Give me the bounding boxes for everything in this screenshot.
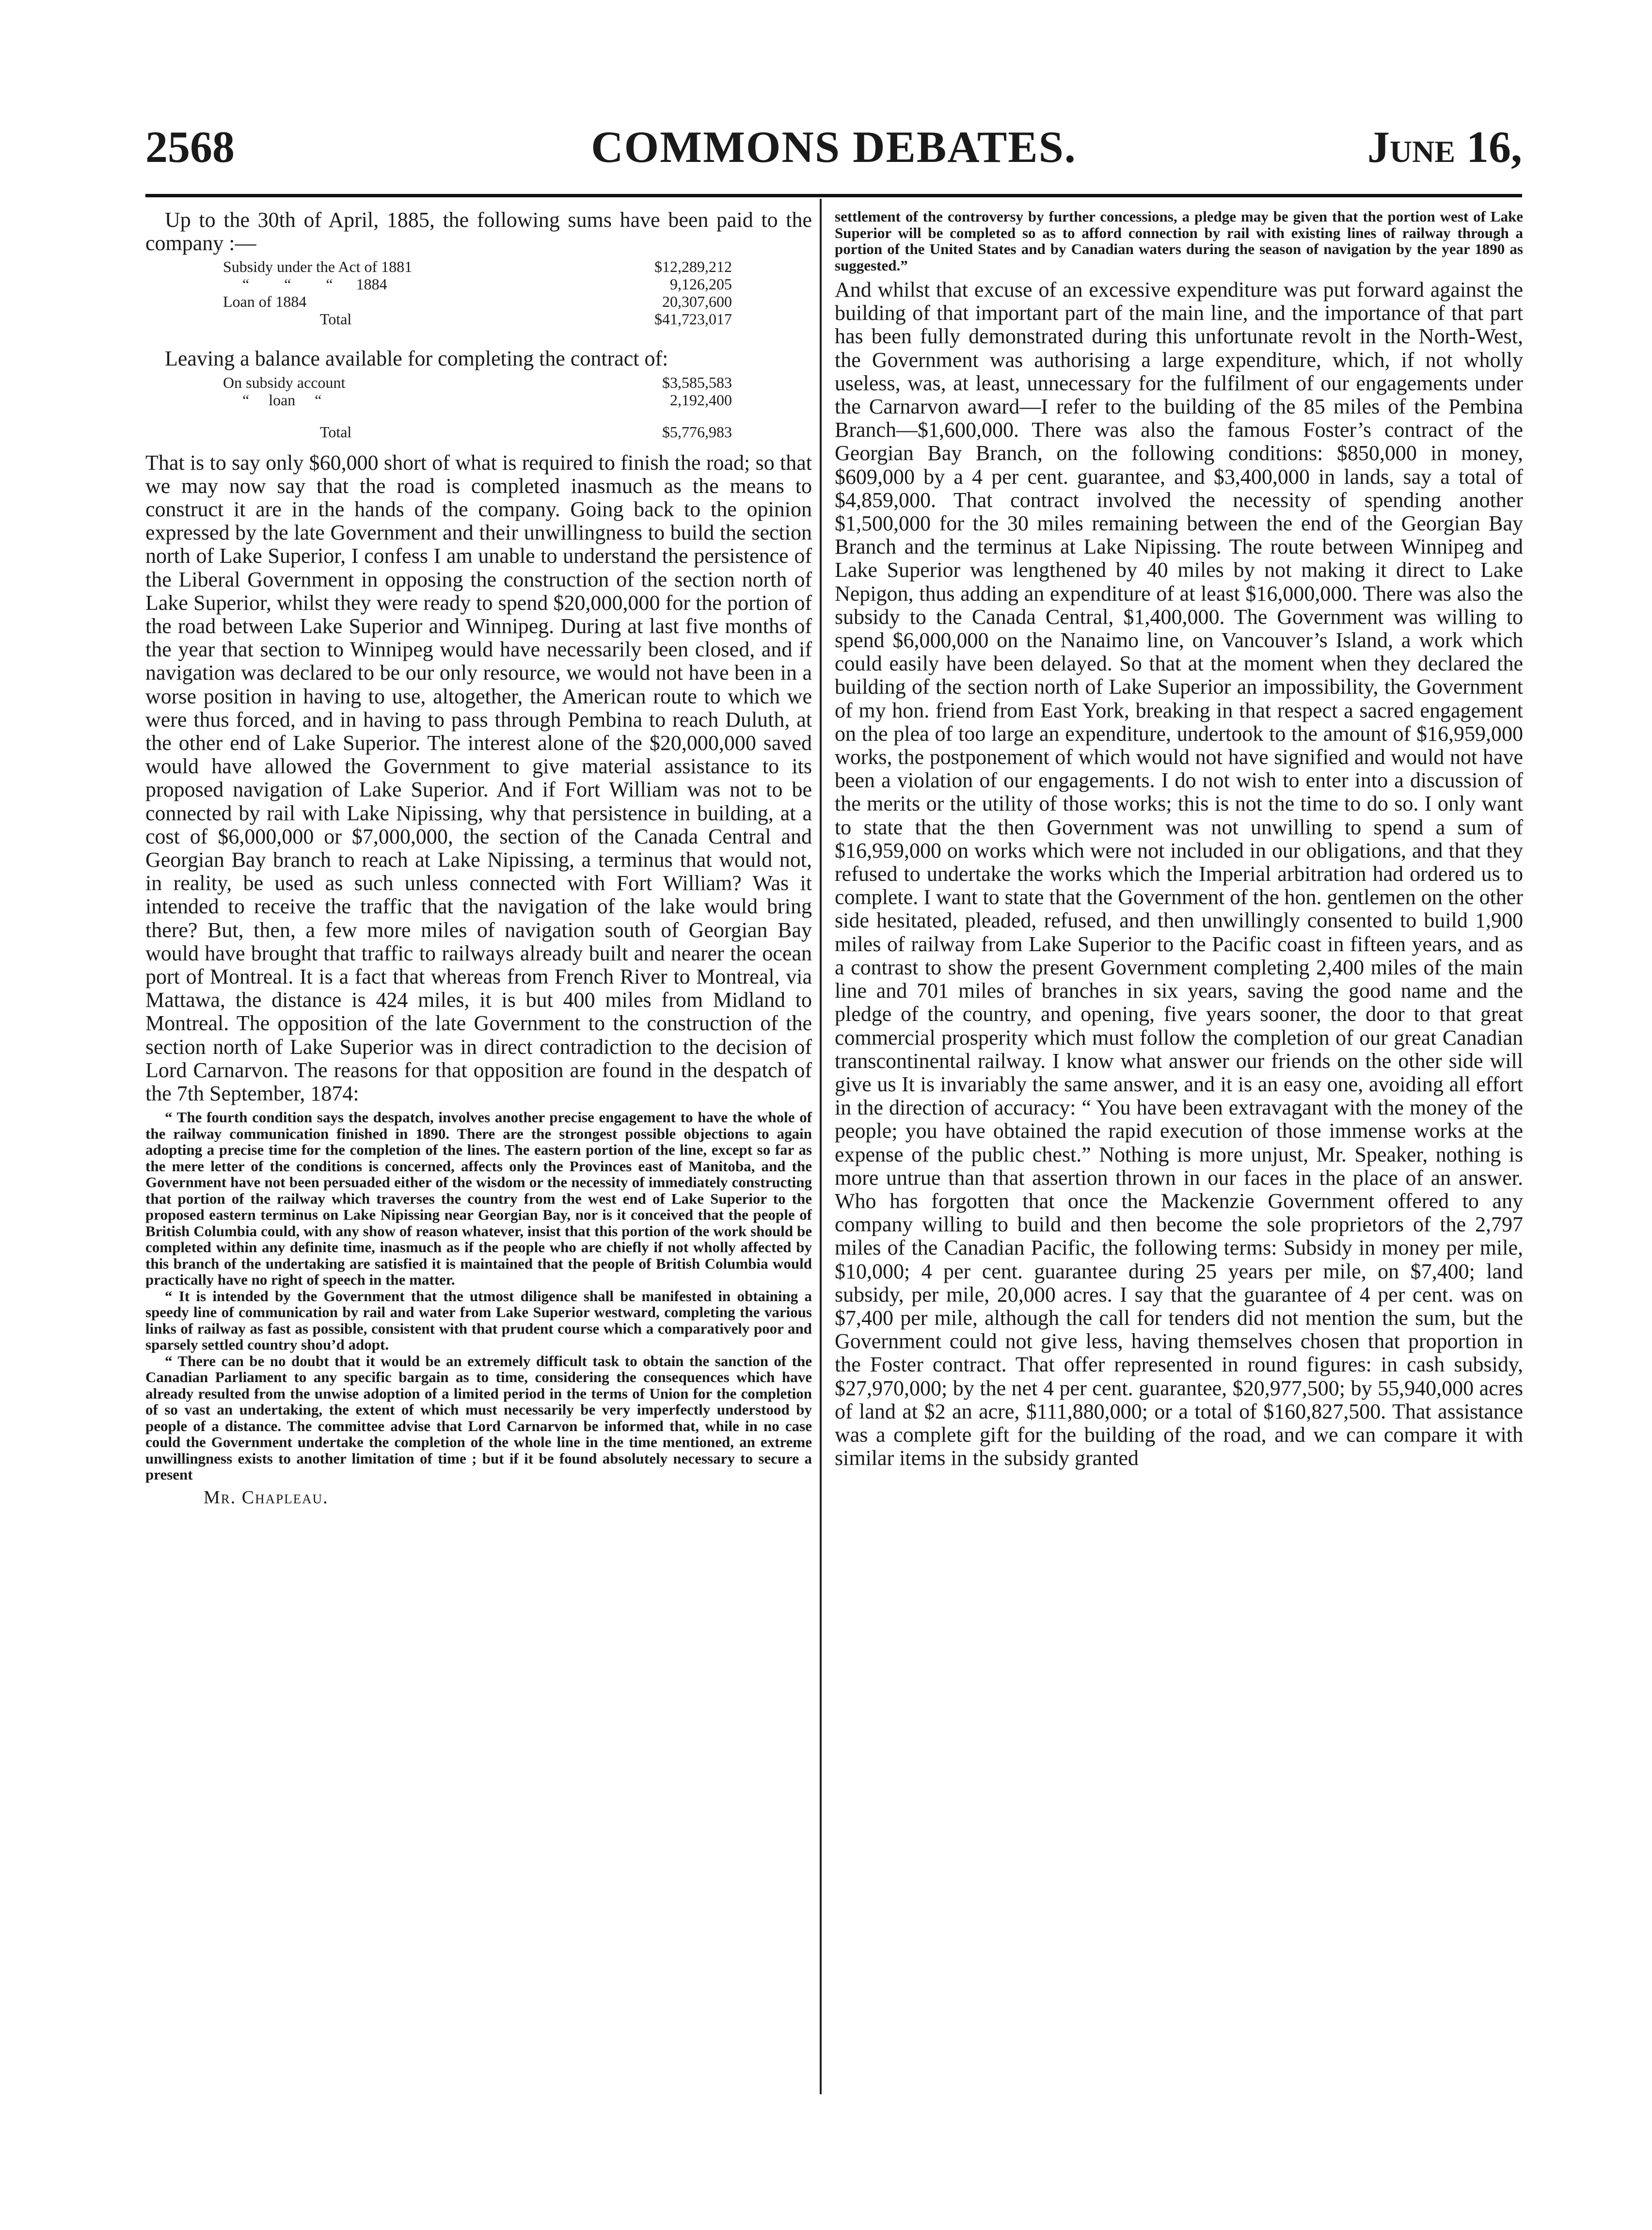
row-amount: $5,776,983 — [662, 423, 732, 441]
row-label: On subsidy account — [223, 373, 346, 391]
quote-paragraph: “ There can be no doubt that it would be an extremely difficult task to obtain the sanction of the Canadian Parliament to any specific bargain as to time, considering the consequences which have already resulted from the unwise adoption of a limited period in the terms of Union for the completion of so vast an undertaking, the extent of which must necessarily be very imperfectly understood by people of a distance. The committee advise that Lord Carnarvon be informed that, while in no case could the Government undertake the completion of the whole line in the time mentioned, an extreme unwillingness exists to another limitation of time ; but if it be found absolutely necessary to secure a present — [145, 1352, 812, 1483]
row-label: Subsidy under the Act of 1881 — [223, 258, 413, 276]
speaker-signature: Mr. Chapleau. — [204, 1487, 329, 1508]
row-label: Total — [320, 423, 352, 441]
quote-paragraph: “ It is intended by the Government that the utmost diligence shall be manifested in obtaining a speedy line of communication by rail and water from Lake Superior westward, completing the various links of railway as fast as possible, consistent with that prudent course which a comparatively poor and sparsely settled country shou’d adopt. — [145, 1287, 812, 1354]
row-amount: $41,723,017 — [654, 310, 732, 328]
header-date: June 16, — [1367, 122, 1522, 172]
speech-paragraph: And whilst that excuse of an excessive expenditure was put forward against the building of that important part of the main line, and the importance of that part has been fully demonstrated during this unfortunate revolt in the North-West, the Government was authorising a large expenditure, which, if not wholly useless, was, at least, unnecessary for the fulfilment of our engagements under the Carnarvon award—I refer to the building of the 85 miles of the Pembina Branch—$1,600,000. There was also the famous Foster’s contract of the Georgian Bay Branch, on the following conditions: $850,000 in money, $609,000 by a 4 per cent. guarantee, and $3,400,000 in lands, say a total of $4,859,000. That contract involved the necessity of spending another $1,500,000 for the 30 miles remaining between the end of the Georgian Bay Branch and the terminus at Lake Nipissing. The route between Winnipeg and Lake Superior was lengthened by 40 miles by not making it direct to Lake Nepigon, thus adding an expenditure of at least $16,000,000. There was also the subsidy to the Canada Central, $1,400,000. The Government was willing to spend $6,000,000 on the Nanaimo line, on Vancouver’s Island, a work which could easily have been delayed. So that at the moment when they declared the building of the section north of Lake Superior an impossibility, the Government of my hon. friend from East York, breaking in that respect a sacred engagement on the plea of too large an expenditure, undertook to the amount of $16,959,000 works, the postponement of which would not have signified and would not have been a violation of our engagements. I do not wish to enter into a discussion of the merits or the utility of those works; this is not the time to do so. I only want to state that the then Government was not unwilling to spend a sum of $16,959,000 on works which were not included in our obligations, and that they refused to undertake the works which the Imperial arbitration had ordered us to complete. I want to state that the Government of the hon. gentlemen on the other side hesitated, pleaded, refused, and then unwillingly consented to build 1,900 miles of railway from Lake Superior to the Pacific coast in fifteen years, and as a contrast to show the present Government completing 2,400 miles of the main line and 701 miles of branches in six years, saving the good name and the pledge of the country, and opening, five years sooner, the door to that great commercial prosperity which must follow the completion of our great Canadian transcontinental railway. I know what answer our friends on the other side will give us It is invariably the same answer, and it is an easy one, avoiding all effort in the direction of accuracy: “ You have been extravagant with the money of the people; you have obtained the rapid execution of those immense works at the expense of the public chest.” Nothing is more unjust, Mr. Speaker, nothing is more untrue than that assertion thrown in our faces in the place of an answer. Who has forgotten that once the Mackenzie Government offered to any company willing to build and then become the sole proprietors of the 2,797 miles of the Canadian Pacific, the following terms: Subsidy in money per mile, $10,000; 4 per cent. guarantee during 25 years per mile, on $7,400; land subsidy, per mile, 20,000 acres. I say that the guarantee of 4 per cent. was on $7,400 per mile, although the call for tenders did not mention the sum, but the Government could not give less, having themselves chosen that proportion in the Foster contract. That offer represented in round figures: in cash subsidy, $27,970,000; by the net 4 per cent. guarantee, $20,977,500; by 55,940,000 acres of land at $2 an acre, $111,880,000; or a total of $160,827,500. That assistance was a complete gift for the building of the road, and we can compare it with similar items in the subsidy granted — [835, 278, 1523, 1470]
column-divider — [820, 199, 822, 2094]
speech-paragraph: That is to say only $60,000 short of what is required to finish the road; so that we may now say that the road is completed inasmuch as the means to construct it are in the hands of the company. Going back to the opinion expressed by the late Government and their unwillingness to build the section north of Lake Superior, I confess I am unable to understand the persistence of the Liberal Government in opposing the construction of the section north of Lake Superior, whilst they were ready to spend $20,000,000 for the portion of the road between Lake Superior and Winnipeg. During at last five months of the year that section to Winnipeg would have necessarily been closed, and if navigation was declared to be our only resource, we would not have been in a worse position in having to use, altogether, the American route to which we were thus forced, and in having to pass through Pembina to reach Duluth, at the other end of Lake Superior. The interest alone of the $20,000,000 saved would have allowed the Government to give material assistance to its proposed navigation of Lake Superior. And if Fort William was not to be connected by rail with Lake Nipissing, why that persistence in building, at a cost of $6,000,000 or $7,000,000, the section of the Canada Central and Georgian Bay branch to reach at Lake Nipissing, a terminus that would not, in reality, be used as such unless connected with Fort William? Was it intended to receive the traffic that the navigation of the lake would bring there? But, then, a few more miles of navigation south of Georgian Bay would have brought that traffic to railways already built and nearer the ocean port of Montreal. It is a fact that whereas from French River to Montreal, via Mattawa, the distance is 424 miles, it is but 400 miles from Midland to Montreal. The opposition of the late Government to the construction of the section north of Lake Superior was in direct contradiction to the decision of Lord Carnarvon. The reasons for that opposition are found in the despatch of the 7th September, 1874: — [145, 450, 812, 1106]
row-amount: 2,192,400 — [670, 391, 732, 409]
row-label: Loan of 1884 — [223, 293, 307, 311]
balance-intro: Leaving a balance available for completing the contract of: — [165, 347, 668, 371]
row-amount: 20,307,600 — [662, 293, 732, 311]
despatch-quote — [145, 1109, 812, 1483]
row-label: “ “ “ 1884 — [242, 275, 387, 293]
row-amount: 9,126,205 — [670, 275, 732, 293]
row-label: “ loan “ — [242, 391, 322, 409]
payments-table — [223, 258, 732, 328]
row-amount: $3,585,583 — [662, 373, 732, 391]
right-column — [835, 208, 1523, 1470]
table-row — [223, 310, 732, 328]
table-row — [223, 258, 732, 275]
table-row — [223, 275, 732, 293]
quote-paragraph: “ The fourth condition says the despatch, involves another precise engagement to have the whole of the railway communication finished in 1890. There are the strongest possible objections to again adopting a precise time for the completion of the lines. The eastern portion of the line, except so far as the mere letter of the conditions is concerned, affects only the Provinces east of Manitoba, and the Government have not been persuaded either of the wisdom or the necessity of immediately constructing that portion of the railway which traverses the country from the west end of Lake Superior to the proposed eastern terminus on Lake Nipissing near Georgian Bay, nor is it conceived that the people of British Columbia could, with any show of reason whatever, insist that this portion of the work should be completed within any definite time, inasmuch as if the people who are chiefly if not wholly affected by this branch of the undertaking are satisfied it is maintained that the people of British Columbia would practically have no right of speech in the matter. — [145, 1109, 812, 1289]
table-row — [223, 391, 732, 409]
header-rule — [145, 194, 1522, 197]
table-row — [223, 374, 732, 391]
balance-table — [223, 374, 732, 441]
table-row — [223, 293, 732, 310]
table-row — [223, 409, 732, 441]
row-label: Total — [320, 310, 352, 328]
page-number: 2568 — [145, 122, 235, 172]
page-header — [145, 121, 1522, 189]
left-column — [145, 208, 812, 1508]
running-title: COMMONS DEBATES. — [591, 122, 1077, 172]
quote-continuation: settlement of the controversy by further concessions, a pledge may be given that the portion west of Lake Superior will be completed so as to afford connection by rail with existing lines of railway through a portion of the United States and by Canadian waters during the season of navigation by the year 1890 as suggested.” — [835, 208, 1523, 274]
payments-intro: Up to the 30th of April, 1885, the following sums have been paid to the company :— — [145, 208, 812, 255]
row-amount: $12,289,212 — [654, 258, 732, 276]
